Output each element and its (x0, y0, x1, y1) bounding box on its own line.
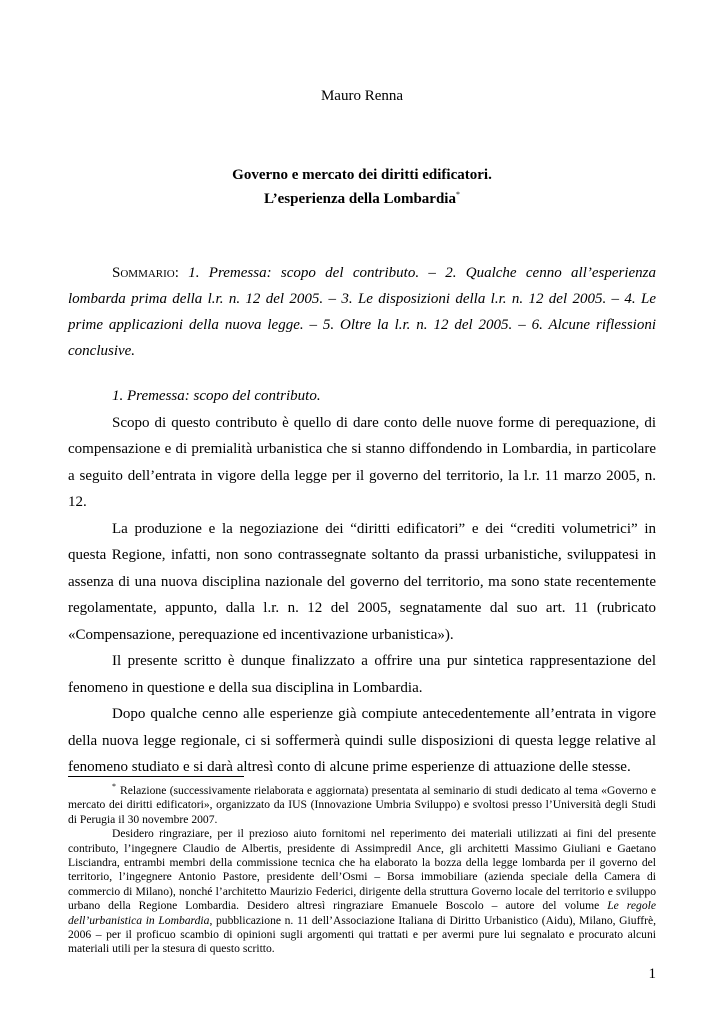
summary-paragraph (68, 260, 656, 364)
section-heading: 1. Premessa: scopo del contributo. (112, 388, 321, 404)
page-number: 1 (648, 966, 656, 982)
footnote-separator (68, 776, 244, 777)
body-paragraph-2: La produzione e la negoziazione dei “diritti edificatori” e dei “crediti volumetrici” in questa Regione, infatti, non sono contrassegnate soltanto da prassi urbanistiche, sviluppatesi in assenza di una nuova disciplina nazionale del governo del territorio, ma sono state recentemente regolamentate, appunto, dalla l.r. n. 12 del 2005, segnatamente dal suo art. 11 (rubricato «Compensazione, perequazione ed incentivazione urbanistica»). (68, 520, 656, 643)
footnote-text-2b: , pubblicazione n. 11 dell’Associazione Italiana di Diritto Urbanistico (Aidu), Milano, Giuffrè, 2006 – per il proficuo scambio di opinioni sugli argomenti qui trattati e per avermi pure lui segnalato e procurato alcuni materiali utili per la stesura di questo scritto. (68, 913, 656, 956)
body-paragraph-3: Il presente scritto è dunque finalizzato a offrire una pur sintetica rappresentazione del fenomeno in questione e della sua disciplina in Lombardia. (68, 653, 656, 696)
footnote (68, 784, 656, 957)
section-1 (68, 383, 656, 781)
footnote-text-1: Relazione (successivamente rielaborata e aggiornata) presentata al seminario di studi dedicato al tema «Governo e mercato dei diritti edificatori», organizzato da IUS (Innovazione Umbria Sviluppo) e svoltosi presso l’Università degli Studi di Perugia il 30 novembre 2007. (68, 784, 656, 826)
author-name: Mauro Renna (320, 88, 404, 104)
footnote-book-title: Le regole dell’urbanistica in Lombardia (68, 899, 656, 927)
title-footnote-mark[interactable]: * (455, 190, 460, 199)
footnote-paragraph-2 (68, 827, 656, 957)
footnote-mark: * (112, 782, 116, 792)
body-paragraph-4: Dopo qualche cenno alle esperienze già compiute antecedentemente all’entrata in vigore della nuova legge regionale, ci si soffermerà quindi sulle disposizioni di questa legge relative al fenomeno studiato e si darà altresì conto di alcune prime esperienze di attuazione delle stesse. (68, 706, 656, 775)
summary-items: 1. Premessa: scopo del contributo. – 2. Qualche cenno all’esperienza lombarda prima della l.r. n. 12 del 2005. – 3. Le disposizioni della l.r. n. 12 del 2005. – 4. Le prime applicazioni della nuova legge. – 5. Oltre la l.r. n. 12 del 2005. – 6. Alcune riflessioni conclusive. (68, 265, 657, 359)
title-line-1: Governo e mercato dei diritti edificatori. (232, 167, 492, 183)
title-line-2 (0, 187, 724, 211)
footnote-text-2a: Desidero ringraziare, per il prezioso aiuto fornitomi nel reperimento dei materiali utilizzati ai fini del presente contributo, l’ingegnere Claudio de Albertis, presidente di Assimpredil Ance, gli architetti Massimo Giuliani e Gaetano Lisciandra, entrambi membri della commissione tecnica che ha elaborato la bozza della legge lombarda per il governo del territorio, l’ingegnere Antonio Pastore, presidente dell’Osmi – Borsa immobiliare (azienda speciale della Camera di commercio di Milano), nonché l’architetto Maurizio Federici, dirigente della struttura Governo locale del territorio e sviluppo urbano della Regione Lombardia. Desidero altresì ringraziare Emanuele Boscolo – autore del volume (68, 827, 656, 913)
summary-label: Sommario: (112, 265, 179, 281)
footnote-paragraph-1 (68, 784, 656, 827)
document-title (0, 163, 724, 211)
body-paragraph-1: Scopo di questo contributo è quello di dare conto delle nuove forme di perequazione, di compensazione e di premialità urbanistica che si stanno diffondendo in Lombardia, in particolare a seguito dell’entrata in vigore della legge per il governo del territorio, la l.r. 11 marzo 2005, n. 12. (68, 414, 656, 510)
title-line-2-text: L’esperienza della Lombardia (264, 191, 456, 207)
